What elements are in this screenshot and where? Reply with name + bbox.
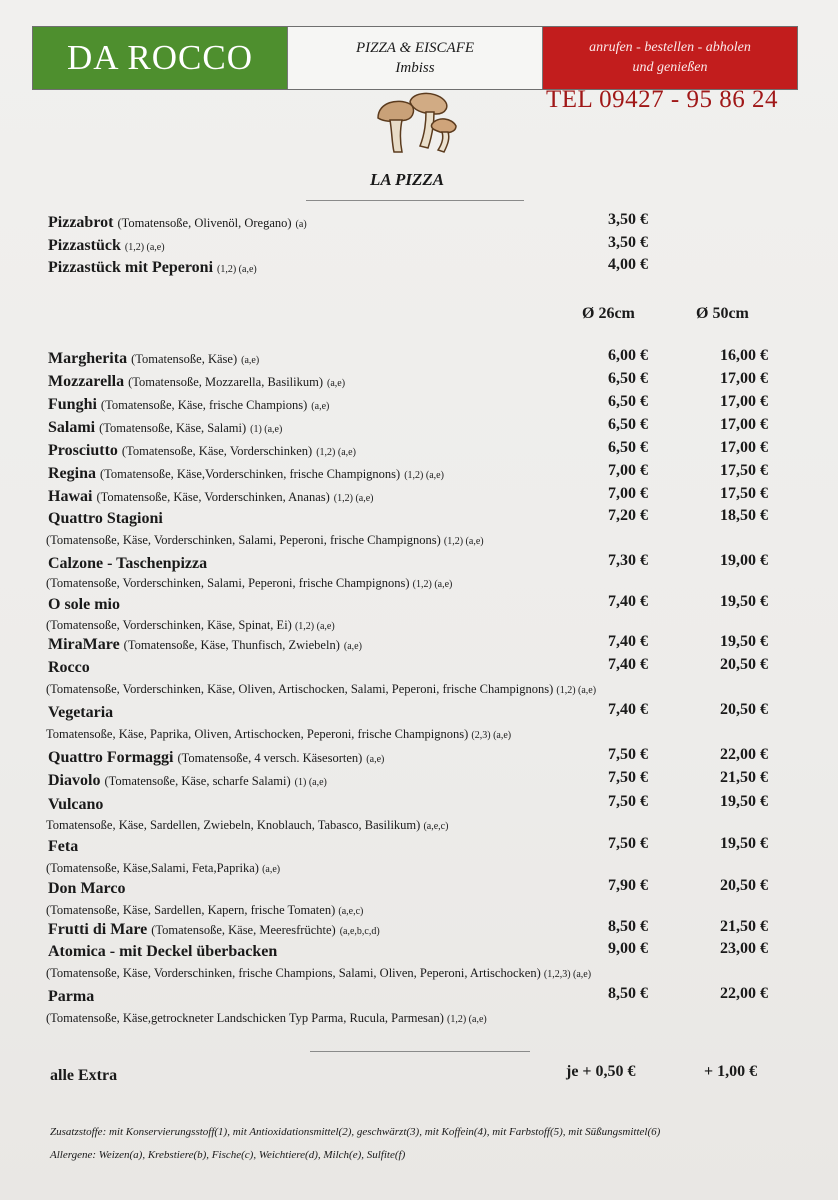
additives-footnote: Zusatzstoffe: mit Konservierungsstoff(1), mit Antioxidationsmittel(2), geschwärzt(3), mit Koffein(4), mit Farbstoff(5), mit Süßungsmittel(6): [50, 1126, 661, 1138]
item-name: Hawai: [48, 488, 93, 505]
pizza-item: [48, 488, 373, 506]
pizza-ingredients: [46, 576, 452, 591]
price-50cm: 17,00 €: [720, 393, 768, 410]
allergens-footnote: Allergene: Weizen(a), Krebstiere(b), Fische(c), Weichtiere(d), Milch(e), Sulfite(f): [50, 1149, 406, 1161]
subtitle-line-2: Imbiss: [395, 60, 435, 76]
price-50cm: 17,00 €: [720, 416, 768, 433]
pizza-item: [48, 510, 163, 528]
pizza-item: [48, 749, 384, 767]
item-name: Pizzastück: [48, 237, 121, 254]
item-description: (Tomatensoße, Käse, Vorderschinken): [121, 444, 313, 458]
single-item: [48, 259, 257, 277]
price-50cm: 17,50 €: [720, 462, 768, 479]
price-26cm: 7,50 €: [608, 835, 648, 852]
price-26cm: 6,50 €: [608, 439, 648, 456]
pizza-ingredients: [46, 861, 280, 876]
pizza-item: [48, 596, 120, 614]
price-26cm: 6,50 €: [608, 370, 648, 387]
pizza-item: [48, 636, 362, 654]
extra-label: alle Extra: [50, 1067, 118, 1084]
item-description: (Tomatensoße, Käse, Meeresfrüchte): [151, 923, 336, 937]
item-code: (1,2) (a,e): [217, 264, 257, 275]
size-header-50: Ø 50cm: [696, 305, 749, 322]
pizza-ingredients: [46, 1011, 487, 1026]
slogan-line-2: und genießen: [632, 60, 708, 75]
size-header-26: Ø 26cm: [582, 305, 635, 322]
price-26cm: 6,50 €: [608, 393, 648, 410]
item-code: (a,e,b,c,d): [339, 926, 380, 937]
item-name: Pizzabrot: [48, 214, 114, 231]
ingredients-code: (a,e,c): [338, 906, 364, 917]
price-50cm: 19,50 €: [720, 593, 768, 610]
item-code: (a): [295, 219, 307, 230]
item-name: Quattro Formaggi: [48, 749, 174, 766]
ingredients-text: (Tomatensoße, Käse, Sardellen, Kapern, frische Tomaten): [46, 903, 336, 917]
price-26cm: 7,00 €: [608, 462, 648, 479]
price-50cm: 19,50 €: [720, 835, 768, 852]
pizza-item: [48, 796, 103, 814]
ingredients-code: (1,2) (a,e): [447, 1014, 487, 1025]
item-description: (Tomatensoße, Olivenöl, Oregano): [117, 216, 292, 230]
header-subtitle: [287, 27, 543, 89]
item-name: O sole mio: [48, 596, 120, 613]
ingredients-text: Tomatensoße, Käse, Sardellen, Zwiebeln, Knoblauch, Tabasco, Basilikum): [46, 818, 421, 832]
price-26cm: 7,30 €: [608, 552, 648, 569]
item-name: Diavolo: [48, 772, 101, 789]
extra-price-50: + 1,00 €: [704, 1063, 758, 1080]
price-26cm: 7,50 €: [608, 746, 648, 763]
restaurant-name: DA ROCCO: [33, 27, 287, 89]
price-26cm: 6,00 €: [608, 347, 648, 364]
pizza-item: [48, 838, 78, 856]
price-50cm: 19,50 €: [720, 793, 768, 810]
item-name: Don Marco: [48, 880, 126, 897]
ingredients-text: (Tomatensoße, Käse, Vorderschinken, Salami, Peperoni, frische Champignons): [46, 533, 441, 547]
pizza-item: [48, 921, 380, 939]
item-name: Frutti di Mare: [48, 921, 148, 938]
ingredients-code: (a,e,c): [423, 821, 449, 832]
price-50cm: 21,50 €: [720, 918, 768, 935]
telephone-number: TEL 09427 - 95 86 24: [546, 86, 778, 113]
pizza-item: [48, 396, 329, 414]
item-name: Atomica - mit Deckel überbacken: [48, 943, 278, 960]
item-description: (Tomatensoße, Käse,Vorderschinken, frische Champignons): [100, 467, 401, 481]
pizza-ingredients: [46, 618, 335, 633]
extra-divider: [310, 1051, 530, 1052]
ingredients-text: (Tomatensoße, Vorderschinken, Käse, Oliven, Artischocken, Salami, Peperoni, frische Champignons): [46, 682, 554, 696]
pizza-ingredients: [46, 818, 448, 833]
price-26cm: 7,90 €: [608, 877, 648, 894]
pizza-item: [48, 772, 327, 790]
section-title: LA PIZZA: [370, 170, 445, 189]
price-50cm: 20,50 €: [720, 877, 768, 894]
item-name: Calzone - Taschenpizza: [48, 555, 208, 572]
pizza-item: [48, 442, 356, 460]
pizza-item: [48, 880, 125, 898]
pizza-ingredients: [46, 903, 363, 918]
pizza-item: [48, 704, 113, 722]
single-item-price: 3,50 €: [608, 211, 648, 228]
pizza-item: [48, 350, 259, 368]
price-26cm: 7,40 €: [608, 633, 648, 650]
item-code: (1,2) (a,e): [333, 493, 374, 504]
item-name: Rocco: [48, 659, 90, 676]
ingredients-code: (1,2) (a,e): [412, 579, 453, 590]
item-name: Quattro Stagioni: [48, 510, 163, 527]
price-50cm: 17,50 €: [720, 485, 768, 502]
pizza-item: [48, 419, 282, 437]
mushroom-illustration: [372, 92, 462, 158]
ingredients-text: (Tomatensoße, Vorderschinken, Käse, Spinat, Ei): [46, 618, 292, 632]
ingredients-code: (1,2) (a,e): [556, 685, 597, 696]
price-50cm: 23,00 €: [720, 940, 768, 957]
item-code: (1,2) (a,e): [124, 242, 165, 253]
item-description: (Tomatensoße, Käse, Salami): [99, 421, 247, 435]
item-name: Regina: [48, 465, 96, 482]
item-name: Funghi: [48, 396, 97, 413]
item-description: (Tomatensoße, Käse, Thunfisch, Zwiebeln): [123, 638, 340, 652]
slogan-line-1: anrufen - bestellen - abholen: [589, 40, 751, 55]
item-name: Salami: [48, 419, 96, 436]
price-26cm: 7,50 €: [608, 793, 648, 810]
item-description: (Tomatensoße, Käse, Vorderschinken, Ananas): [96, 490, 330, 504]
subtitle-line-1: PIZZA & EISCAFE: [355, 40, 475, 56]
pizza-item: [48, 373, 345, 391]
item-description: (Tomatensoße, Käse): [131, 352, 238, 366]
pizza-ingredients: [46, 533, 484, 548]
price-50cm: 18,50 €: [720, 507, 768, 524]
item-name: Mozzarella: [48, 373, 125, 390]
price-26cm: 7,20 €: [608, 507, 648, 524]
price-50cm: 21,50 €: [720, 769, 768, 786]
price-50cm: 20,50 €: [720, 701, 768, 718]
pizza-item: [48, 465, 444, 483]
item-name: Margherita: [48, 350, 128, 367]
item-code: (a,e): [241, 355, 260, 366]
header-slogan: [543, 27, 797, 89]
item-code: (1,2) (a,e): [316, 447, 356, 458]
price-26cm: 7,40 €: [608, 593, 648, 610]
price-26cm: 7,50 €: [608, 769, 648, 786]
item-code: (a,e): [343, 641, 362, 652]
price-26cm: 8,50 €: [608, 918, 648, 935]
pizza-item: [48, 659, 90, 677]
pizza-item: [48, 555, 207, 573]
price-50cm: 19,50 €: [720, 633, 768, 650]
price-50cm: 17,00 €: [720, 370, 768, 387]
price-50cm: 22,00 €: [720, 746, 768, 763]
extra-price-26: je + 0,50 €: [566, 1063, 636, 1080]
ingredients-text: (Tomatensoße, Vorderschinken, Salami, Peperoni, frische Champignons): [46, 576, 410, 590]
single-item-price: 4,00 €: [608, 256, 648, 273]
item-description: (Tomatensoße, Käse, scharfe Salami): [104, 774, 291, 788]
pizza-item: [48, 943, 277, 961]
pizza-ingredients: [46, 966, 591, 981]
item-name: Feta: [48, 838, 79, 855]
ingredients-code: (1,2) (a,e): [443, 536, 484, 547]
price-50cm: 16,00 €: [720, 347, 768, 364]
item-name: Vegetaria: [48, 704, 114, 721]
ingredients-text: (Tomatensoße, Käse,getrockneter Landschicken Typ Parma, Rucula, Parmesan): [46, 1011, 444, 1025]
single-item-price: 3,50 €: [608, 234, 648, 251]
item-code: (1) (a,e): [294, 777, 327, 788]
item-code: (1) (a,e): [250, 424, 283, 435]
single-item: [48, 214, 307, 232]
item-description: (Tomatensoße, Käse, frische Champions): [100, 398, 308, 412]
pizza-ingredients: [46, 727, 511, 742]
item-name: Parma: [48, 988, 95, 1005]
price-26cm: 6,50 €: [608, 416, 648, 433]
price-50cm: 20,50 €: [720, 656, 768, 673]
pizza-item: [48, 988, 94, 1006]
ingredients-text: Tomatensoße, Käse, Paprika, Oliven, Artischocken, Peperoni, frische Champignons): [46, 727, 469, 741]
item-name: Pizzastück mit Peperoni: [48, 259, 214, 276]
item-code: (1,2) (a,e): [404, 470, 444, 481]
item-name: Prosciutto: [48, 442, 118, 459]
ingredients-text: (Tomatensoße, Käse, Vorderschinken, frische Champions, Salami, Oliven, Peperoni, Artischocken): [46, 966, 541, 980]
ingredients-text: (Tomatensoße, Käse,Salami, Feta,Paprika): [46, 861, 259, 875]
item-code: (a,e): [366, 754, 385, 765]
item-description: (Tomatensoße, Mozzarella, Basilikum): [128, 375, 324, 389]
price-26cm: 9,00 €: [608, 940, 648, 957]
item-name: Vulcano: [48, 796, 104, 813]
ingredients-code: (1,2) (a,e): [294, 621, 335, 632]
price-26cm: 8,50 €: [608, 985, 648, 1002]
single-item: [48, 237, 165, 255]
ingredients-code: (2,3) (a,e): [471, 730, 512, 741]
title-divider: [306, 200, 524, 201]
price-26cm: 7,00 €: [608, 485, 648, 502]
item-code: (a,e): [327, 378, 346, 389]
item-code: (a,e): [311, 401, 330, 412]
header-banner: [32, 26, 798, 90]
price-26cm: 7,40 €: [608, 656, 648, 673]
ingredients-code: (1,2,3) (a,e): [543, 969, 592, 980]
ingredients-code: (a,e): [262, 864, 281, 875]
pizza-ingredients: [46, 682, 596, 697]
item-name: MiraMare: [48, 636, 120, 653]
price-50cm: 22,00 €: [720, 985, 768, 1002]
item-description: (Tomatensoße, 4 versch. Käsesorten): [177, 751, 363, 765]
price-50cm: 19,00 €: [720, 552, 768, 569]
price-26cm: 7,40 €: [608, 701, 648, 718]
price-50cm: 17,00 €: [720, 439, 768, 456]
